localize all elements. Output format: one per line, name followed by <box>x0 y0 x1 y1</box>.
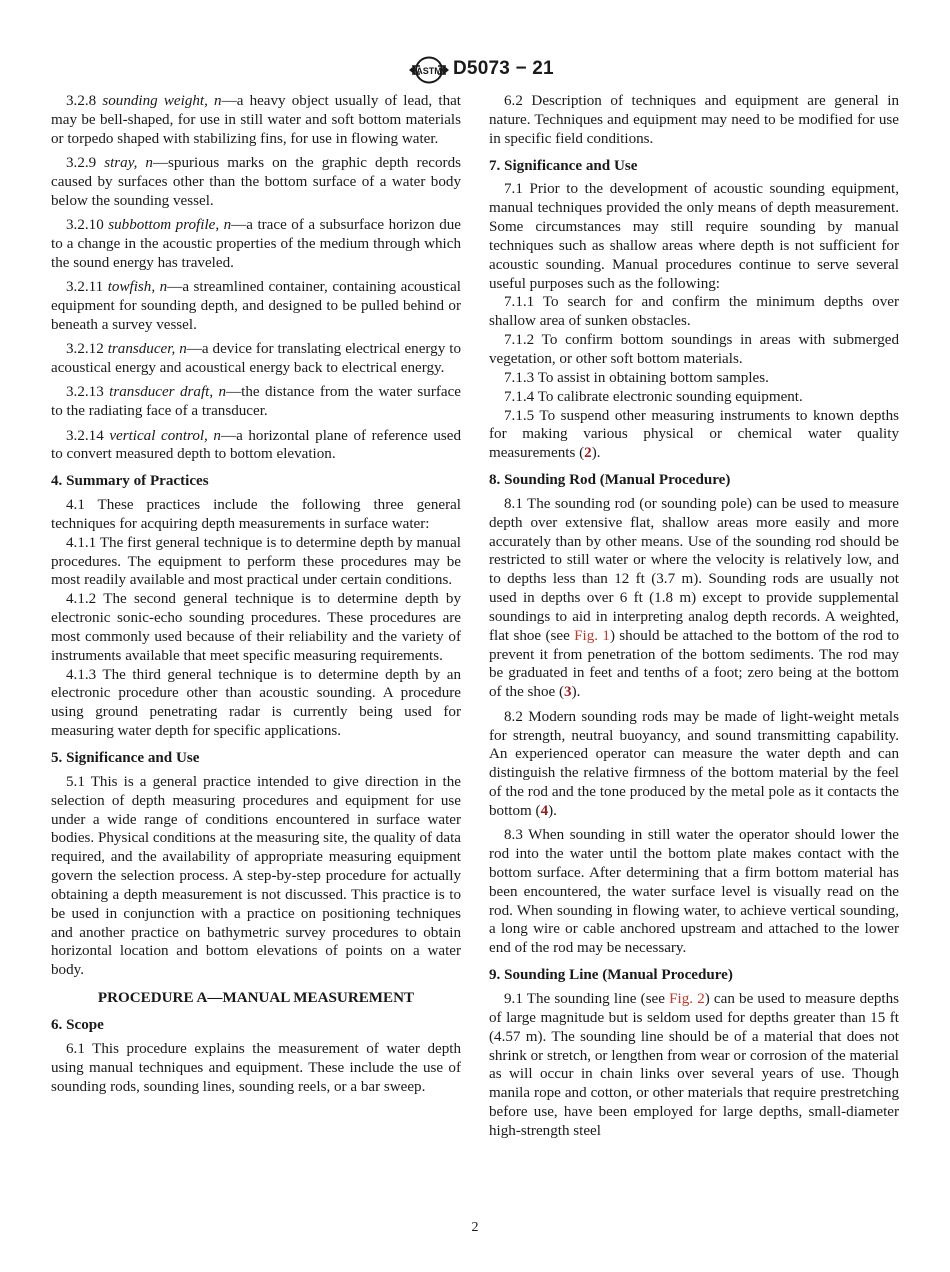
paragraph-6-2: 6.2 Description of techniques and equipment are general in nature. Techniques and equipment may need to be modified for use in specific field conditions. <box>489 93 899 147</box>
definition-3-2-13: 3.2.13 transducer draft, n—the distance from the water surface to the radiating face of a transducer. <box>51 384 461 420</box>
fig-2-link[interactable]: Fig. 2 <box>669 990 705 1007</box>
paragraph-9-1: 9.1 The sounding line (see Fig. 2) can be used to measure depths of large magnitude but is seldom used for depths greater than 15 ft (4.57 m). The sounding line should be of a material that does not shrink or stretch, or lengthen from wear or corrosion of the material as will occur in chain links over several years of use. Though manila rope and cotton, or other materials that require prestretching before use, have been employed for large depths, small-diameter high-strength steel <box>489 990 899 1139</box>
document-id: D5073 − 21 <box>453 58 554 79</box>
paragraph-4-1-2: 4.1.2 The second general technique is to determine depth by electronic sonic-echo sounding procedures. These procedures are most commonly used because of their reliability and the variety of instruments available that meet specific measuring requirements. <box>51 591 461 664</box>
paragraph-7-1: 7.1 Prior to the development of acoustic sounding equipment, manual techniques provided the only means of depth measurement. Some circumstances may still require sounding by manual techniques such as shallow areas where depth is not sufficient for acoustic sounding. Manual procedures continue to serve several useful purposes such as the following: <box>489 181 899 292</box>
definition-3-2-12: 3.2.12 transducer, n—a device for translating electrical energy to acoustical energy and acoustical energy back to electrical energy. <box>51 341 461 376</box>
section-7-heading: 7. Significance and Use <box>489 157 638 174</box>
citation-4-link[interactable]: 4 <box>540 802 549 819</box>
paragraph-8-3: 8.3 When sounding in still water the operator should lower the rod into the water until the bottom plate makes contact with the bottom surface. After determining that a firm bottom material has been encountered, the water surface level is visually read on the rod. When sounding in flowing water, to achieve vertical sounding, a long wire or cable anchored upstream and attached to the lower end of the rod may be necessary. <box>489 827 899 957</box>
definition-3-2-14: 3.2.14 vertical control, n—a horizontal plane of reference used to convert measured depth to bottom elevation. <box>51 427 461 463</box>
paragraph-8-2: 8.2 Modern sounding rods may be made of light-weight metals for strength, neutral buoyancy, and sound transmitting capability. An experienced operator can measure the water depth and can distinguish the relative firmness of the bottom material by the feel of the rod and the tone produced by the metal pole as it contacts the bottom (4). <box>489 708 899 819</box>
definition-3-2-8: 3.2.8 sounding weight, n—a heavy object usually of lead, that may be bell-shaped, for use in still water and soft bottom materials or torpedo shaped with stabilizing fins, for use in flowing water. <box>51 93 462 147</box>
section-8-heading: 8. Sounding Rod (Manual Procedure) <box>489 472 731 489</box>
paragraph-7-1-2: 7.1.2 To confirm bottom soundings in areas with submerged vegetation, or other soft bottom materials. <box>489 332 899 367</box>
paragraph-8-1: 8.1 The sounding rod (or sounding pole) can be used to measure depth over extensive flat, shallow areas more easily and more accurately than by other means. Use of the sounding rod should be restricted to still water or where the velocity is relatively low, and to depths less than 12 ft (3.7 m). Sounding rods are usually not used in depths over 6 ft (1.8 m) except to provide supplemental soundings to aid in interpreting analog depth records. A weighted, flat shoe (see Fig. 1) should be attached to the bottom of the rod to prevent it from penetration of the bottom sediments. The rod may be graduated in feet and tenths of a foot; zero being at the bottom of the shoe (3). <box>489 495 900 701</box>
paragraph-4-1: 4.1 These practices include the following three general techniques for acquiring depth measurements in surface water: <box>51 497 461 532</box>
citation-2-link[interactable]: 2 <box>584 445 592 462</box>
procedure-a-heading: PROCEDURE A—MANUAL MEASUREMENT <box>97 990 415 1007</box>
paragraph-4-1-3: 4.1.3 The third general technique is to determine depth by an electronic procedure other than acoustic sounding. A procedure using ground penetrating radar is currently being used for measuring water depth for specific applications. <box>51 666 461 740</box>
left-column <box>51 92 461 1102</box>
paragraph-7-1-3: 7.1.3 To assist in obtaining bottom samples. <box>504 369 769 386</box>
page-number: 2 <box>471 1220 479 1235</box>
paragraph-7-1-5: 7.1.5 To suspend other measuring instruments to known depths for making various physical or chemical water quality measurements (2). <box>489 407 899 462</box>
astm-logo-icon <box>409 56 449 84</box>
definition-3-2-11: 3.2.11 towfish, n—a streamlined container, containing acoustical equipment for sounding depth, and designed to be pulled behind or beneath a survey vessel. <box>51 279 461 333</box>
section-5-heading: 5. Significance and Use <box>51 750 200 766</box>
definition-3-2-9: 3.2.9 stray, n—spurious marks on the graphic depth records caused by surfaces other than the bottom surface of a water body below the sounding vessel. <box>51 155 461 209</box>
paragraph-6-1: 6.1 This procedure explains the measurement of water depth using manual techniques and equipment. These include the use of sounding rods, sounding lines, sounding reels, or a bar sweep. <box>51 1040 461 1095</box>
section-4-heading: 4. Summary of Practices <box>51 473 209 490</box>
definition-3-2-10: 3.2.10 subbottom profile, n—a trace of a subsurface horizon due to a change in the acoustic properties of the medium through which the sound energy has traveled. <box>51 217 462 271</box>
section-9-heading: 9. Sounding Line (Manual Procedure) <box>489 967 733 984</box>
paragraph-7-1-4: 7.1.4 To calibrate electronic sounding equipment. <box>504 388 803 405</box>
citation-3-link[interactable]: 3 <box>564 684 572 701</box>
page-header <box>0 56 950 84</box>
paragraph-7-1-1: 7.1.1 To search for and confirm the minimum depths over shallow area of sunken obstacles. <box>489 294 899 330</box>
paragraph-4-1-1: 4.1.1 The first general technique is to determine depth by manual procedures. The equipment to perform these procedures may be most readily available and most practical under certain conditions. <box>51 534 461 589</box>
paragraph-5-1: 5.1 This is a general practice intended to give direction in the selection of depth measuring procedures and equipment for use under a wide range of conditions encountered in surface water bodies. Physical conditions at the measuring site, the quality of data required, and the availability of appropriate measuring equipment govern the selection process. A step-by-step procedure for actually obtaining a depth measurement is not discussed. This practice is to be used in conjunction with a practice on positioning techniques and another practice on bathymetric survey procedures to obtain horizontal location and bottom elevations of points on a water body. <box>51 773 461 979</box>
fig-1-link[interactable]: Fig. 1 <box>574 627 610 644</box>
section-6-heading: 6. Scope <box>51 1016 104 1033</box>
svg-text:ASTM: ASTM <box>416 66 442 76</box>
right-column <box>489 92 899 1146</box>
